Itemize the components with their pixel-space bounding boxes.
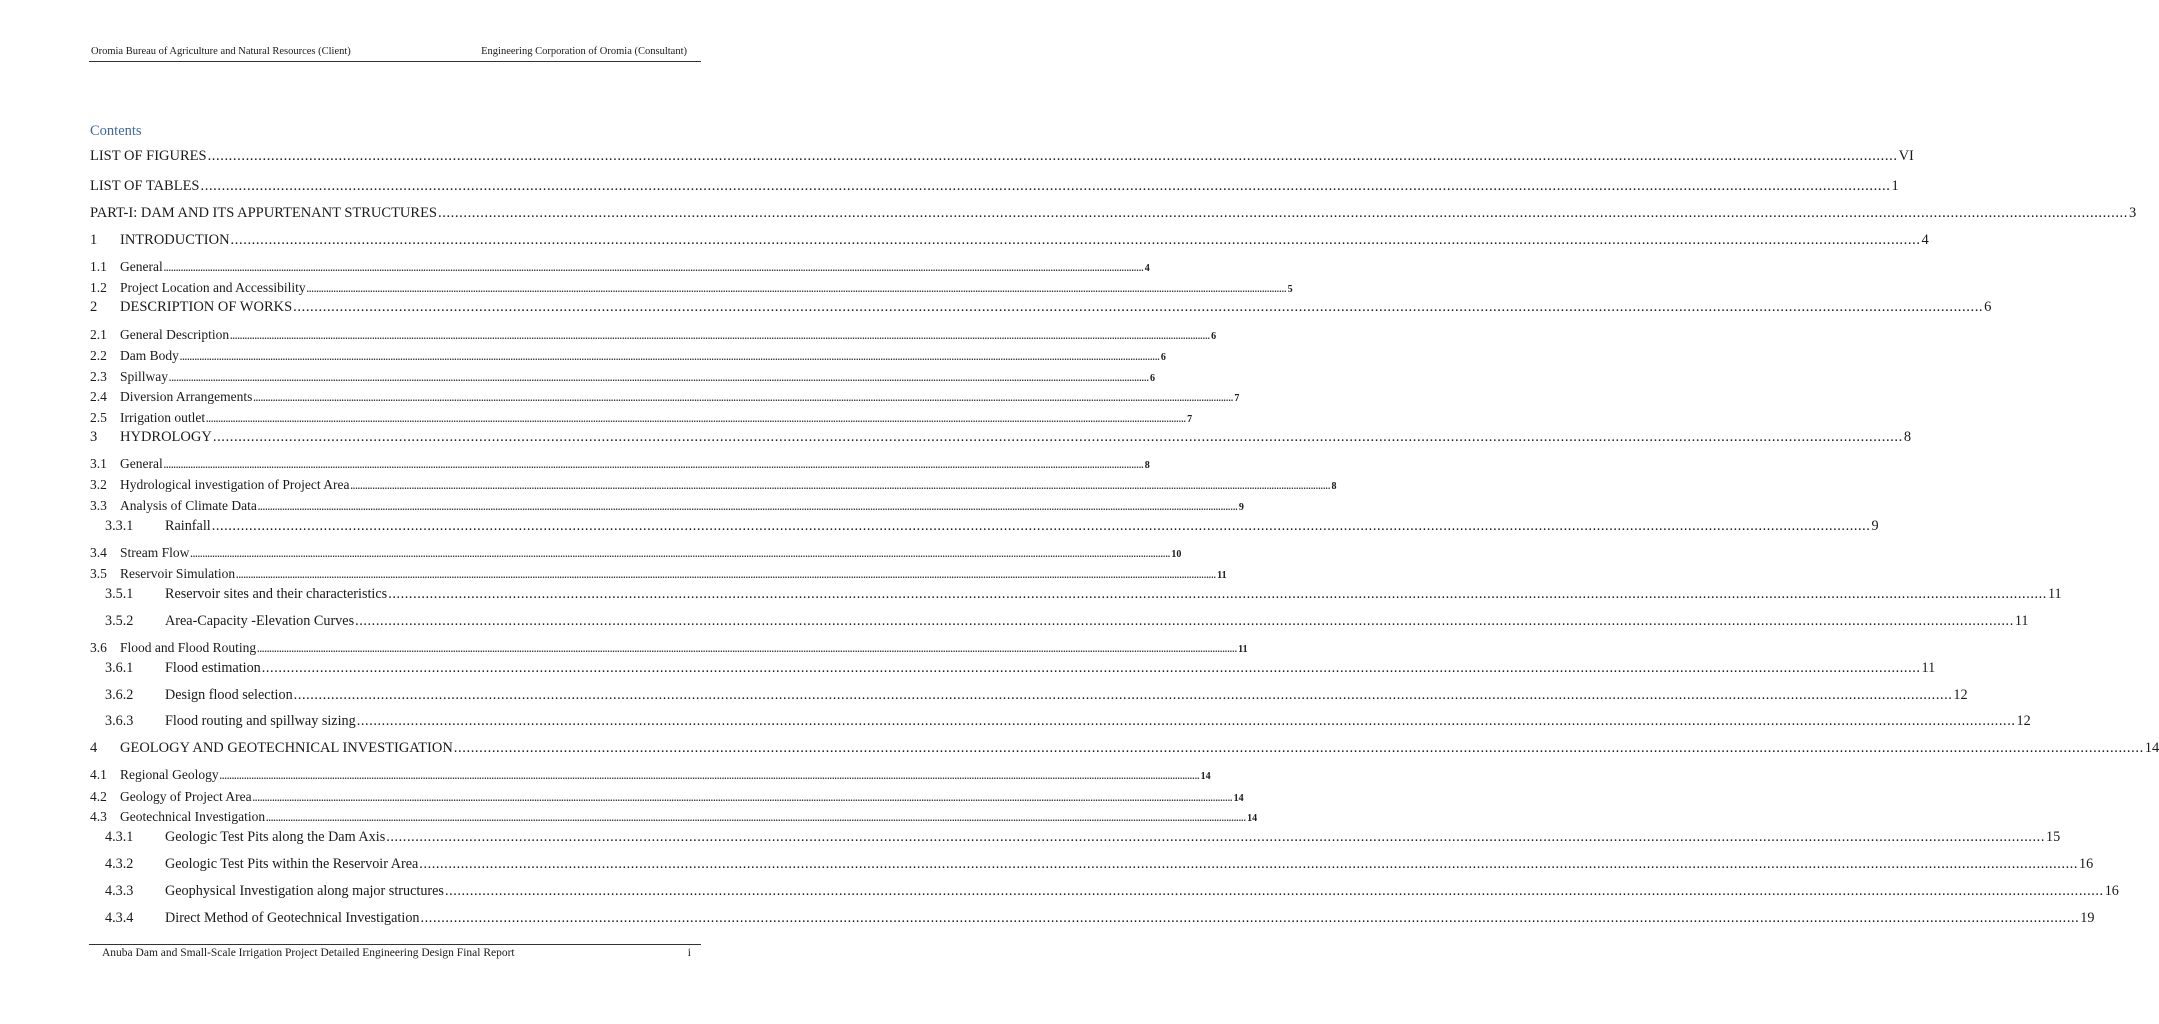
- toc-entry-number: 3.5.1: [105, 586, 134, 602]
- toc-entry-title: Geology of Project Area: [120, 789, 252, 804]
- toc-entry-page: 6: [1211, 331, 1217, 342]
- toc-entry-title: Flood routing and spillway sizing: [165, 713, 356, 729]
- toc-dot-leader: ................................................................................................................................................................................................................................................................................................................................................................................................................: [420, 910, 2080, 926]
- toc-entry[interactable]: [90, 740, 2159, 757]
- toc-entry[interactable]: [90, 856, 2094, 873]
- toc-entry-number: 4.2: [90, 789, 107, 804]
- toc-dot-leader: ................................................................................................................................................................................................................................................................................................................................................................................................................: [252, 793, 1233, 803]
- toc-entry-number: 1.1: [90, 259, 107, 274]
- toc-entry-page: 4: [1144, 263, 1150, 274]
- toc-entry-title: PART-I: DAM AND ITS APPURTENANT STRUCTURES: [90, 205, 437, 221]
- toc-entry-number: 3.5: [90, 566, 107, 581]
- toc-dot-leader: ................................................................................................................................................................................................................................................................................................................................................................................................................: [386, 829, 2045, 845]
- toc-entry-title: General: [120, 456, 163, 471]
- toc-dot-leader: ................................................................................................................................................................................................................................................................................................................................................................................................................: [169, 373, 1150, 383]
- toc-entry-number: 1: [90, 232, 98, 248]
- page-header: [89, 46, 701, 60]
- toc-dot-leader: ................................................................................................................................................................................................................................................................................................................................................................................................................: [206, 414, 1187, 424]
- toc-entry-page: 9: [1871, 518, 1879, 534]
- toc-entry-number: 3.3: [90, 498, 107, 513]
- toc-entry[interactable]: [90, 348, 1166, 364]
- toc-entry-number: 3.6.2: [105, 687, 134, 703]
- toc-dot-leader: ................................................................................................................................................................................................................................................................................................................................................................................................................: [212, 429, 1903, 445]
- toc-entry-title: Geologic Test Pits along the Dam Axis: [165, 829, 386, 845]
- toc-entry-number: 3.2: [90, 477, 107, 492]
- toc-entry-page: 6: [1984, 299, 1992, 315]
- toc-entry-title: Geologic Test Pits within the Reservoir Area: [165, 856, 419, 872]
- toc-dot-leader: ................................................................................................................................................................................................................................................................................................................................................................................................................: [261, 660, 1921, 676]
- toc-entry-title: Direct Method of Geotechnical Investigation: [165, 910, 420, 926]
- toc-entry-title: Geotechnical Investigation: [120, 809, 266, 824]
- toc-dot-leader: ................................................................................................................................................................................................................................................................................................................................................................................................................: [163, 263, 1144, 273]
- toc-entry[interactable]: [90, 566, 1227, 582]
- toc-entry-title: Project Location and Accessibility: [120, 280, 306, 295]
- toc-dot-leader: ................................................................................................................................................................................................................................................................................................................................................................................................................: [207, 148, 1898, 164]
- toc-entry-title: Design flood selection: [165, 687, 293, 703]
- toc-entry[interactable]: [90, 178, 1899, 195]
- toc-entry[interactable]: [90, 687, 1968, 704]
- toc-entry[interactable]: [90, 259, 1150, 275]
- toc-entry-number: 4.3.3: [105, 883, 134, 899]
- toc-dot-leader: ................................................................................................................................................................................................................................................................................................................................................................................................................: [211, 518, 1871, 534]
- toc-entry[interactable]: [90, 809, 1258, 825]
- header-client: Oromia Bureau of Agriculture and Natural Resources (Client): [91, 46, 351, 57]
- toc-dot-leader: ................................................................................................................................................................................................................................................................................................................................................................................................................: [293, 299, 1984, 315]
- toc-entry-page: 9: [1238, 502, 1244, 513]
- toc-entry-page: 12: [2016, 713, 2031, 729]
- toc-dot-leader: ................................................................................................................................................................................................................................................................................................................................................................................................................: [253, 393, 1234, 403]
- toc-entry-number: 4.3.4: [105, 910, 134, 926]
- toc-entry-title: Rainfall: [165, 518, 211, 534]
- toc-entry-number: 4.3.1: [105, 829, 134, 845]
- toc-entry[interactable]: [90, 910, 2095, 927]
- toc-entry-page: 11: [1238, 644, 1248, 655]
- toc-entry-page: 3: [2129, 205, 2137, 221]
- contents-heading: Contents: [90, 123, 142, 139]
- toc-dot-leader: ................................................................................................................................................................................................................................................................................................................................................................................................................: [306, 284, 1287, 294]
- toc-dot-leader: ................................................................................................................................................................................................................................................................................................................................................................................................................: [388, 586, 2047, 602]
- toc-entry-page: 14: [1200, 771, 1211, 782]
- toc-entry-page: 5: [1287, 284, 1293, 295]
- toc-dot-leader: ................................................................................................................................................................................................................................................................................................................................................................................................................: [179, 352, 1160, 362]
- toc-entry[interactable]: [90, 327, 1217, 343]
- toc-entry-page: 11: [1921, 660, 1936, 676]
- toc-entry-page: 10: [1171, 549, 1182, 560]
- toc-entry-title: Hydrological investigation of Project Area: [120, 477, 350, 492]
- toc-entry[interactable]: [90, 280, 1293, 296]
- toc-entry-title: General: [120, 259, 163, 274]
- toc-dot-leader: ................................................................................................................................................................................................................................................................................................................................................................................................................: [200, 178, 1891, 194]
- toc-entry-number: 3.5.2: [105, 613, 134, 629]
- toc-entry-page: 6: [1160, 352, 1166, 363]
- toc-dot-leader: ................................................................................................................................................................................................................................................................................................................................................................................................................: [438, 205, 2128, 221]
- toc-entry-number: 3.1: [90, 456, 107, 471]
- toc-entry-page: 15: [2045, 829, 2061, 845]
- toc-entry[interactable]: [90, 429, 1912, 446]
- toc-entry-title: HYDROLOGY: [120, 429, 212, 445]
- toc-entry-page: 14: [1247, 813, 1258, 824]
- toc-entry-page: 11: [2047, 586, 2062, 602]
- toc-entry[interactable]: [90, 477, 1337, 493]
- footer-report-title: Anuba Dam and Small-Scale Irrigation Project Detailed Engineering Design Final Report: [102, 947, 515, 959]
- toc-entry[interactable]: [90, 518, 1879, 535]
- toc-entry-number: 3.4: [90, 545, 107, 560]
- toc-entry[interactable]: [90, 456, 1150, 472]
- toc-dot-leader: ................................................................................................................................................................................................................................................................................................................................................................................................................: [444, 883, 2104, 899]
- toc-entry-page: 6: [1150, 373, 1156, 384]
- toc-entry-page: 14: [2144, 740, 2159, 756]
- toc-entry[interactable]: [90, 829, 2061, 846]
- toc-entry-number: 3.6: [90, 640, 107, 655]
- toc-entry-title: Spillway: [120, 369, 169, 384]
- toc-entry[interactable]: [90, 148, 1914, 165]
- toc-dot-leader: ................................................................................................................................................................................................................................................................................................................................................................................................................: [230, 331, 1211, 341]
- toc-entry-title: Analysis of Climate Data: [120, 498, 257, 513]
- toc-entry-page: 11: [2014, 613, 2029, 629]
- toc-entry-page: 14: [1233, 793, 1244, 804]
- toc-entry-title: General Description: [120, 327, 230, 342]
- toc-entry-page: 16: [2079, 856, 2094, 872]
- footer-page-number: i: [687, 947, 691, 959]
- toc-entry-title: Stream Flow: [120, 545, 190, 560]
- toc-entry[interactable]: [90, 767, 1211, 783]
- toc-entry-number: 4.1: [90, 767, 107, 782]
- toc-entry-number: 1.2: [90, 280, 107, 295]
- toc-dot-leader: ................................................................................................................................................................................................................................................................................................................................................................................................................: [355, 613, 2014, 629]
- toc-entry-number: 2.5: [90, 410, 107, 425]
- toc-dot-leader: ................................................................................................................................................................................................................................................................................................................................................................................................................: [350, 481, 1331, 491]
- toc-entry-title: Regional Geology: [120, 767, 219, 782]
- toc-entry-number: 4: [90, 740, 98, 756]
- toc-dot-leader: ................................................................................................................................................................................................................................................................................................................................................................................................................: [190, 549, 1171, 559]
- toc-dot-leader: ................................................................................................................................................................................................................................................................................................................................................................................................................: [293, 687, 1953, 703]
- toc-entry-page: 12: [1953, 687, 1968, 703]
- toc-entry-title: DESCRIPTION OF WORKS: [120, 299, 293, 315]
- toc-dot-leader: ................................................................................................................................................................................................................................................................................................................................................................................................................: [266, 813, 1247, 823]
- toc-entry-title: Geophysical Investigation along major structures: [165, 883, 444, 899]
- toc-entry-title: LIST OF TABLES: [90, 178, 200, 194]
- toc-entry-number: 3.6.3: [105, 713, 134, 729]
- toc-entry[interactable]: [90, 498, 1244, 514]
- footer-rule: [89, 944, 701, 945]
- toc-entry-page: 7: [1187, 414, 1193, 425]
- toc-entry-title: Diversion Arrangements: [120, 389, 253, 404]
- toc-dot-leader: ................................................................................................................................................................................................................................................................................................................................................................................................................: [236, 570, 1217, 580]
- toc-entry[interactable]: [90, 883, 2119, 900]
- toc-entry-page: 8: [1331, 481, 1337, 492]
- toc-entry-number: 2.2: [90, 348, 107, 363]
- toc-entry-title: Reservoir Simulation: [120, 566, 236, 581]
- toc-dot-leader: ................................................................................................................................................................................................................................................................................................................................................................................................................: [257, 644, 1238, 654]
- header-consultant: Engineering Corporation of Oromia (Consultant): [481, 46, 687, 57]
- toc-entry-number: 4.3: [90, 809, 107, 824]
- toc-dot-leader: ................................................................................................................................................................................................................................................................................................................................................................................................................: [257, 502, 1238, 512]
- toc-entry-title: Flood and Flood Routing: [120, 640, 257, 655]
- toc-entry-page: 11: [1217, 570, 1227, 581]
- toc-entry-number: 3.6.1: [105, 660, 134, 676]
- toc-entry-title: Irrigation outlet: [120, 410, 206, 425]
- toc-entry[interactable]: [90, 545, 1182, 561]
- toc-entry-number: 3: [90, 429, 98, 445]
- toc-dot-leader: ................................................................................................................................................................................................................................................................................................................................................................................................................: [163, 460, 1144, 470]
- toc-entry-number: 2.3: [90, 369, 107, 384]
- toc-entry-page: 7: [1234, 393, 1240, 404]
- toc-dot-leader: ................................................................................................................................................................................................................................................................................................................................................................................................................: [230, 232, 1921, 248]
- toc-entry-title: Area-Capacity -Elevation Curves: [165, 613, 355, 629]
- toc-entry-page: 19: [2080, 910, 2095, 926]
- toc-entry-title: LIST OF FIGURES: [90, 148, 207, 164]
- toc-entry-title: Flood estimation: [165, 660, 261, 676]
- toc-entry[interactable]: [90, 232, 1929, 249]
- toc-entry[interactable]: [90, 613, 2029, 630]
- toc-entry-number: 2.4: [90, 389, 107, 404]
- toc-entry-title: Reservoir sites and their characteristics: [165, 586, 388, 602]
- toc-entry[interactable]: [90, 789, 1244, 805]
- toc-entry-page: 4: [1921, 232, 1929, 248]
- toc-entry-number: 2: [90, 299, 98, 315]
- toc-entry-page: 8: [1903, 429, 1912, 445]
- toc-entry[interactable]: [90, 586, 2062, 603]
- toc-dot-leader: ................................................................................................................................................................................................................................................................................................................................................................................................................: [219, 771, 1200, 781]
- toc-entry[interactable]: [90, 410, 1193, 426]
- toc-entry-page: 1: [1891, 178, 1899, 194]
- toc-entry-number: 3.3.1: [105, 518, 134, 534]
- toc-entry[interactable]: [90, 205, 2137, 222]
- toc-entry-number: 4.3.2: [105, 856, 134, 872]
- toc-entry[interactable]: [90, 640, 1248, 656]
- toc-entry-page: VI: [1898, 148, 1914, 164]
- toc-dot-leader: ................................................................................................................................................................................................................................................................................................................................................................................................................: [419, 856, 2079, 872]
- toc-entry[interactable]: [90, 299, 1992, 316]
- toc-dot-leader: ................................................................................................................................................................................................................................................................................................................................................................................................................: [356, 713, 2016, 729]
- header-rule: [89, 61, 701, 62]
- toc-entry[interactable]: [90, 660, 1936, 677]
- toc-entry[interactable]: [90, 369, 1156, 385]
- toc-entry-title: GEOLOGY AND GEOTECHNICAL INVESTIGATION: [120, 740, 453, 756]
- toc-entry-page: 8: [1144, 460, 1150, 471]
- toc-entry[interactable]: [90, 389, 1240, 405]
- toc-entry-number: 2.1: [90, 327, 107, 342]
- toc-entry-title: Dam Body: [120, 348, 179, 363]
- toc-entry[interactable]: [90, 713, 2031, 730]
- toc-dot-leader: ................................................................................................................................................................................................................................................................................................................................................................................................................: [453, 740, 2144, 756]
- toc-entry-title: INTRODUCTION: [120, 232, 230, 248]
- toc-entry-page: 16: [2104, 883, 2119, 899]
